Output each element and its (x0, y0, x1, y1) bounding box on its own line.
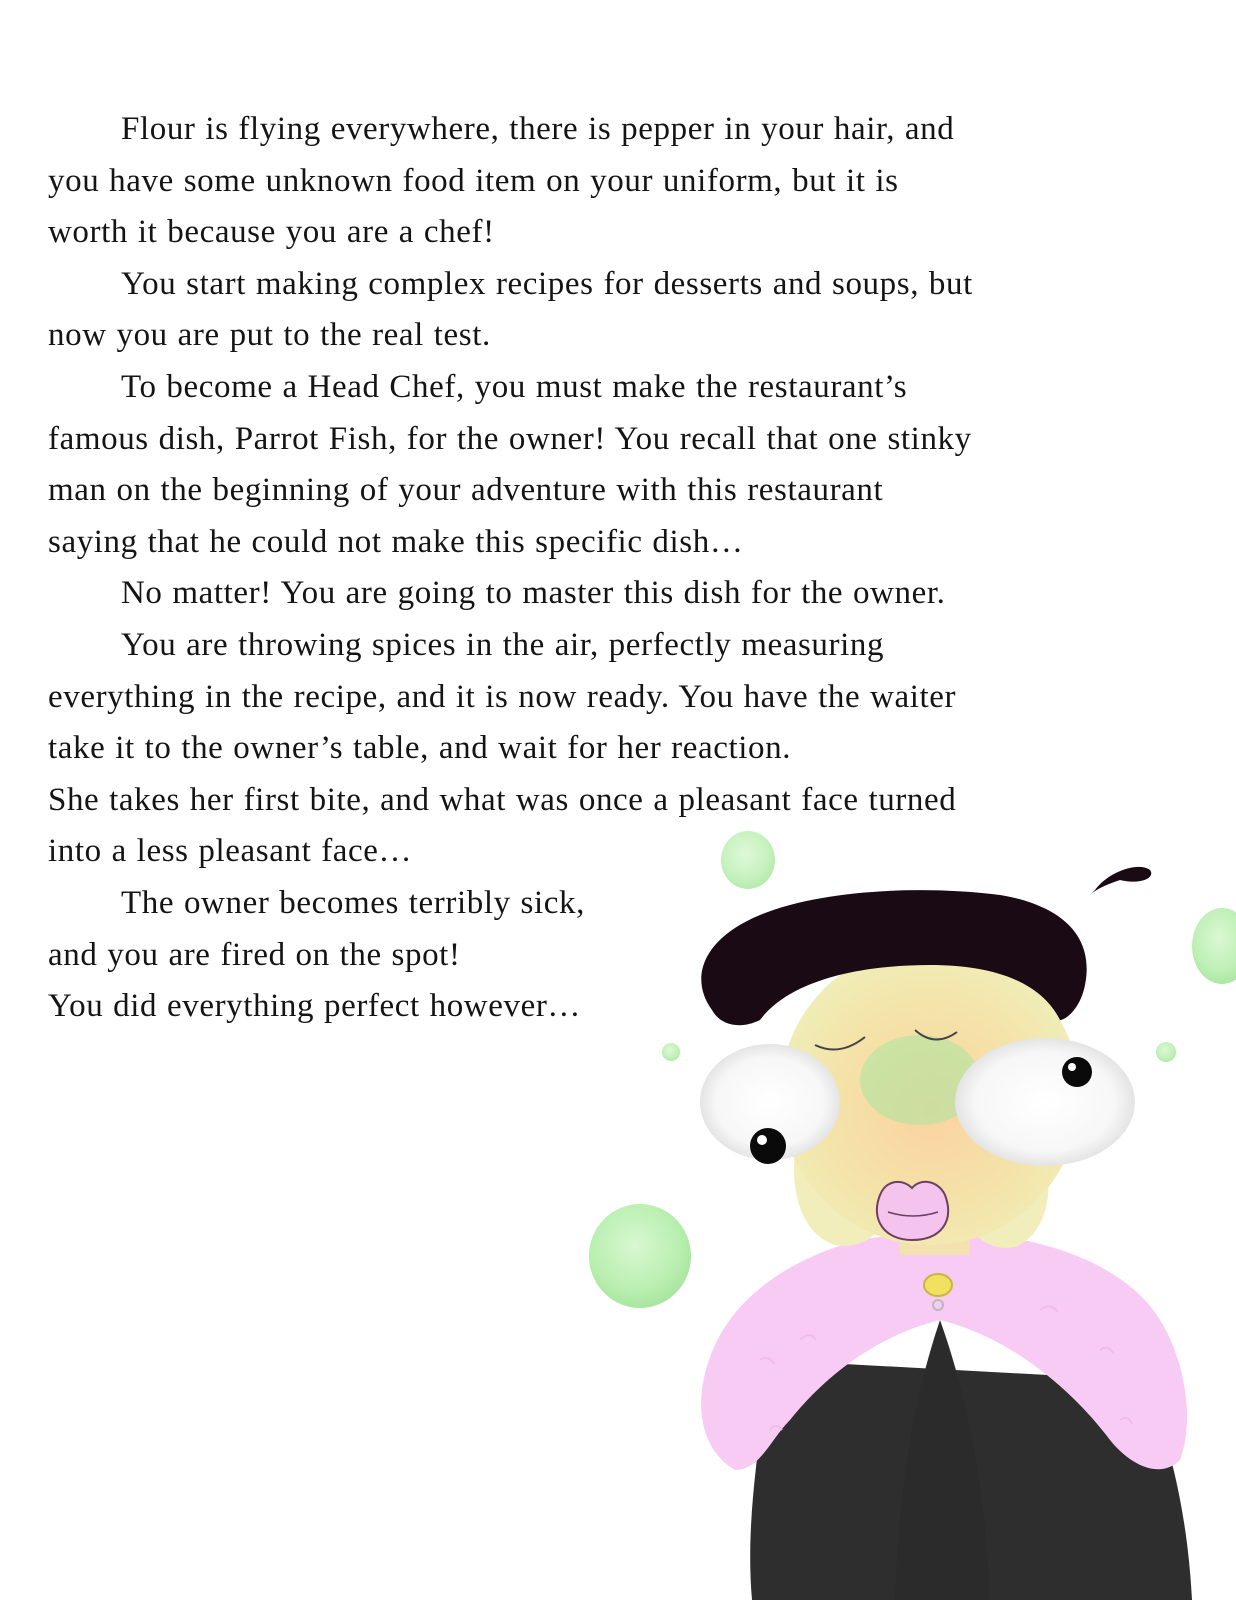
lips (877, 1182, 948, 1240)
bubble (589, 1204, 691, 1308)
story-line: No matter! You are going to master this dish for the owner. (121, 575, 946, 612)
coat (750, 1360, 1192, 1600)
story-line: The owner becomes terribly sick, (121, 884, 585, 921)
pupil-left-shine (757, 1135, 767, 1145)
bulging-eye-right (955, 1038, 1135, 1166)
neck (900, 1215, 970, 1255)
closed-eye-left (815, 1037, 865, 1050)
story-line: you have some unknown food item on your uniform, but it is (48, 162, 899, 199)
story-line: worth it because you are a chef! (48, 214, 495, 251)
brooch (924, 1274, 952, 1296)
hair (965, 1150, 1049, 1248)
story-line: Flour is flying everywhere, there is pepper in your hair, and (121, 111, 955, 147)
pupil-right (1062, 1057, 1092, 1087)
story-line: take it to the owner’s table, and wait for her reaction. (48, 730, 792, 767)
hair (794, 1150, 890, 1246)
story-line: saying that he could not make this specific dish… (48, 523, 744, 560)
story-line: She takes her first bite, and what was once a pleasant face turned (48, 781, 957, 818)
story-line: To become a Head Chef, you must make the restaurant’s (121, 368, 908, 405)
story-line: everything in the recipe, and it is now ready. You have the waiter (48, 678, 957, 715)
story-line: You start making complex recipes for desserts and soups, but (121, 265, 973, 302)
cape-fur-strokes (760, 1306, 1132, 1430)
story-line: into a less pleasant face… (48, 833, 413, 870)
cape (701, 1234, 1187, 1470)
story-line: famous dish, Parrot Fish, for the owner! You recall that one stinky (48, 420, 972, 457)
pupil-left (750, 1128, 786, 1164)
coat-front (895, 1320, 990, 1600)
bulging-eye-left (700, 1044, 840, 1160)
lips-line (888, 1212, 938, 1216)
brooch-ring (933, 1300, 943, 1310)
story-line: You did everything perfect however… (48, 988, 582, 1025)
story-line: You are throwing spices in the air, perfectly measuring (121, 626, 885, 663)
bubble (1192, 908, 1236, 984)
story-line: man on the beginning of your adventure with this restaurant (48, 472, 884, 509)
story-line: now you are put to the real test. (48, 317, 491, 354)
pupil-right-shine (1068, 1063, 1076, 1071)
bubble (662, 1043, 680, 1061)
story-line: and you are fired on the spot! (48, 936, 461, 973)
bubble (1156, 1042, 1176, 1062)
story-text (48, 104, 1168, 1033)
sick-green-patch (860, 1035, 980, 1125)
